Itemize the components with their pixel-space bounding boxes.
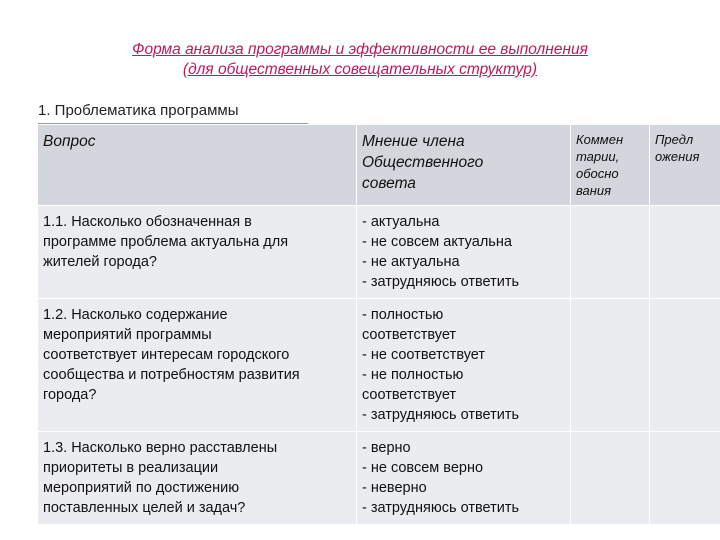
header-comments: Коммен тарии, обосно вания — [571, 125, 650, 206]
section-heading: 1. Проблематика программы — [38, 102, 239, 119]
header-question: Вопрос — [38, 125, 357, 206]
table-row — [38, 206, 720, 299]
table-row — [38, 299, 720, 432]
comments-cell[interactable] — [571, 299, 650, 432]
header-opinion: Мнение члена Общественного совета — [357, 125, 571, 206]
question-cell: 1.3. Насколько верно расставлены приоритеты в реализации мероприятий по достижению поставленных целей и задач? — [38, 432, 357, 525]
table-header-row — [38, 125, 720, 206]
answers-cell[interactable]: - верно - не совсем верно - неверно - затрудняюсь ответить — [357, 432, 571, 525]
header-proposals: Предл ожения — [650, 125, 720, 206]
answers-cell[interactable]: - актуальна - не совсем актуальна - не актуальна - затрудняюсь ответить — [357, 206, 571, 299]
analysis-table — [37, 124, 720, 525]
proposals-cell[interactable] — [650, 206, 720, 299]
question-cell: 1.1. Насколько обозначенная в программе проблема актуальна для жителей города? — [38, 206, 357, 299]
comments-cell[interactable] — [571, 206, 650, 299]
proposals-cell[interactable] — [650, 299, 720, 432]
comments-cell[interactable] — [571, 432, 650, 525]
form-title-line-2: (для общественных совещательных структур) — [182, 61, 538, 78]
form-title-line-1: Форма анализа программы и эффективности ее выполнения — [132, 41, 588, 58]
answers-cell[interactable]: - полностью соответствует - не соответствует - не полностью соответствует - затрудняюсь ответить — [357, 299, 571, 432]
question-cell: 1.2. Насколько содержание мероприятий программы соответствует интересам городского сообщества и потребностям развития города? — [38, 299, 357, 432]
form-title — [0, 40, 720, 80]
proposals-cell[interactable] — [650, 432, 720, 525]
table-row — [38, 432, 720, 525]
